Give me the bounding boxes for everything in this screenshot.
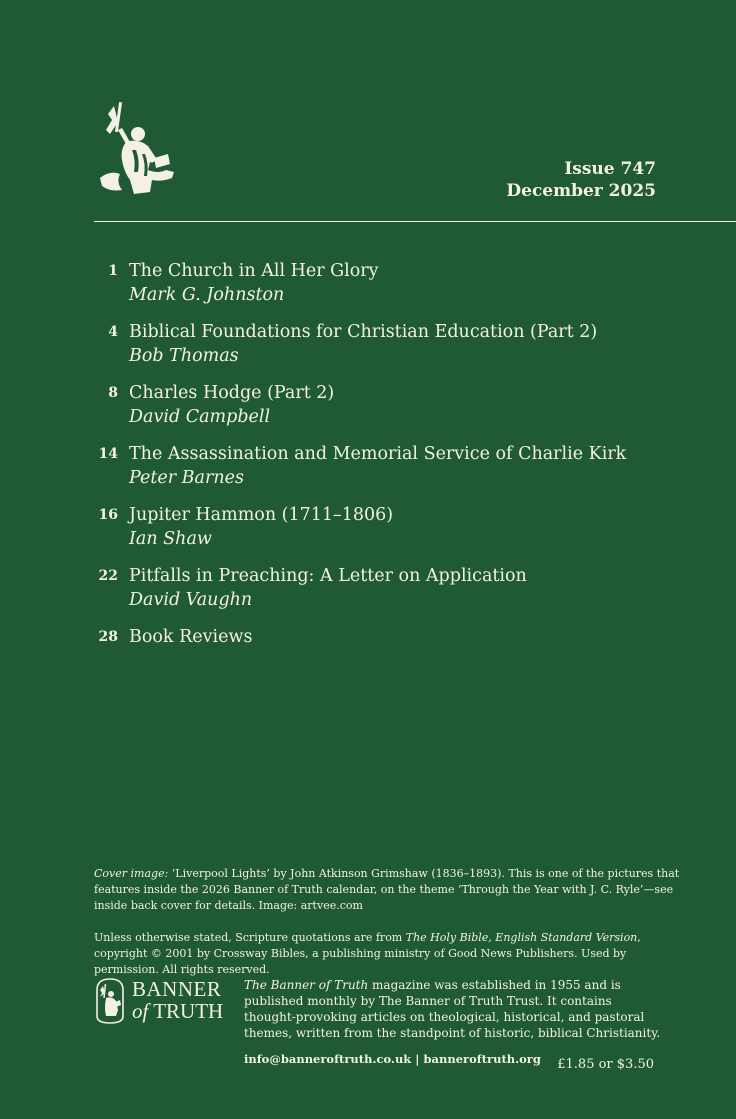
contact-separator: | [415,1052,420,1066]
magazine-description [244,977,664,1041]
toc-title: The Assassination and Memorial Service of Charlie Kirk [129,444,627,464]
table-of-contents [90,259,690,662]
scripture-notice [94,930,684,978]
toc-item[interactable] [90,320,690,368]
toc-author: Ian Shaw [129,529,212,549]
toc-author: Peter Barnes [129,468,244,488]
issue-number: Issue 747 [564,159,656,179]
toc-item[interactable] [90,564,690,612]
toc-title: The Church in All Her Glory [129,261,379,281]
email-link[interactable]: info@banneroftruth.co.uk [244,1052,412,1066]
header-divider [94,221,736,222]
brand-name-of: of [132,999,149,1023]
issue-date: December 2025 [506,181,656,201]
cover-image-label: Cover image: [94,867,169,880]
toc-item[interactable] [90,259,690,307]
magazine-description-text: magazine was established in 1955 and is published monthly by The Banner of Truth Trust. It contains thought-provoking articles on theological, historical, and pastoral themes, written from the standpoint of historic, biblical Christianity. [244,978,661,1040]
toc-page-number: 22 [98,568,118,584]
toc-page-number: 28 [98,629,118,645]
cover-image-text: ‘Liverpool Lights’ by John Atkinson Grimshaw (1836–1893). This is one of the pictures that features inside the 2026 Banner of Truth calendar, on the theme ‘Through the Year with J. C. Ryle’—see inside back cover for details. Image: artvee.com [94,867,680,912]
toc-item[interactable] [90,625,690,649]
toc-page-number: 16 [98,507,118,523]
banner-of-truth-logo [94,978,239,1026]
brand-name-truth: TRUTH [153,999,224,1023]
toc-author: David Campbell [129,407,271,427]
toc-page-number: 4 [108,324,118,340]
scripture-text-before: Unless otherwise stated, Scripture quotations are from [94,931,406,944]
cover-image-credit [94,866,684,914]
banner-figure-emblem-icon [94,978,126,1024]
scripture-text-after: , copyright © 2001 by Crossway Bibles, a publishing ministry of Good News Publishers. Used by permission. All rights reserved. [94,931,641,976]
toc-title: Jupiter Hammon (1711–1806) [129,505,394,525]
toc-item[interactable] [90,503,690,551]
toc-title: Book Reviews [129,627,253,647]
toc-title: Charles Hodge (Part 2) [129,383,335,403]
toc-page-number: 8 [108,385,118,401]
toc-author: David Vaughn [129,590,253,610]
toc-author: Mark G. Johnston [129,285,285,305]
toc-item[interactable] [90,381,690,429]
issue-info [506,158,656,202]
toc-title: Biblical Foundations for Christian Education (Part 2) [129,322,598,342]
bible-title: The Holy Bible, English Standard Version [405,931,638,944]
website-link[interactable]: banneroftruth.org [423,1052,541,1066]
brand-name-banner: BANNER [132,977,222,1001]
banner-figure-icon [96,100,178,200]
toc-item[interactable] [90,442,690,490]
toc-author: Bob Thomas [129,346,239,366]
contact-info [244,1052,541,1066]
toc-page-number: 14 [98,446,118,462]
toc-title: Pitfalls in Preaching: A Letter on Application [129,566,527,586]
magazine-title: The Banner of Truth [244,978,369,992]
toc-page-number: 1 [108,263,118,279]
price: £1.85 or $3.50 [557,1057,654,1072]
